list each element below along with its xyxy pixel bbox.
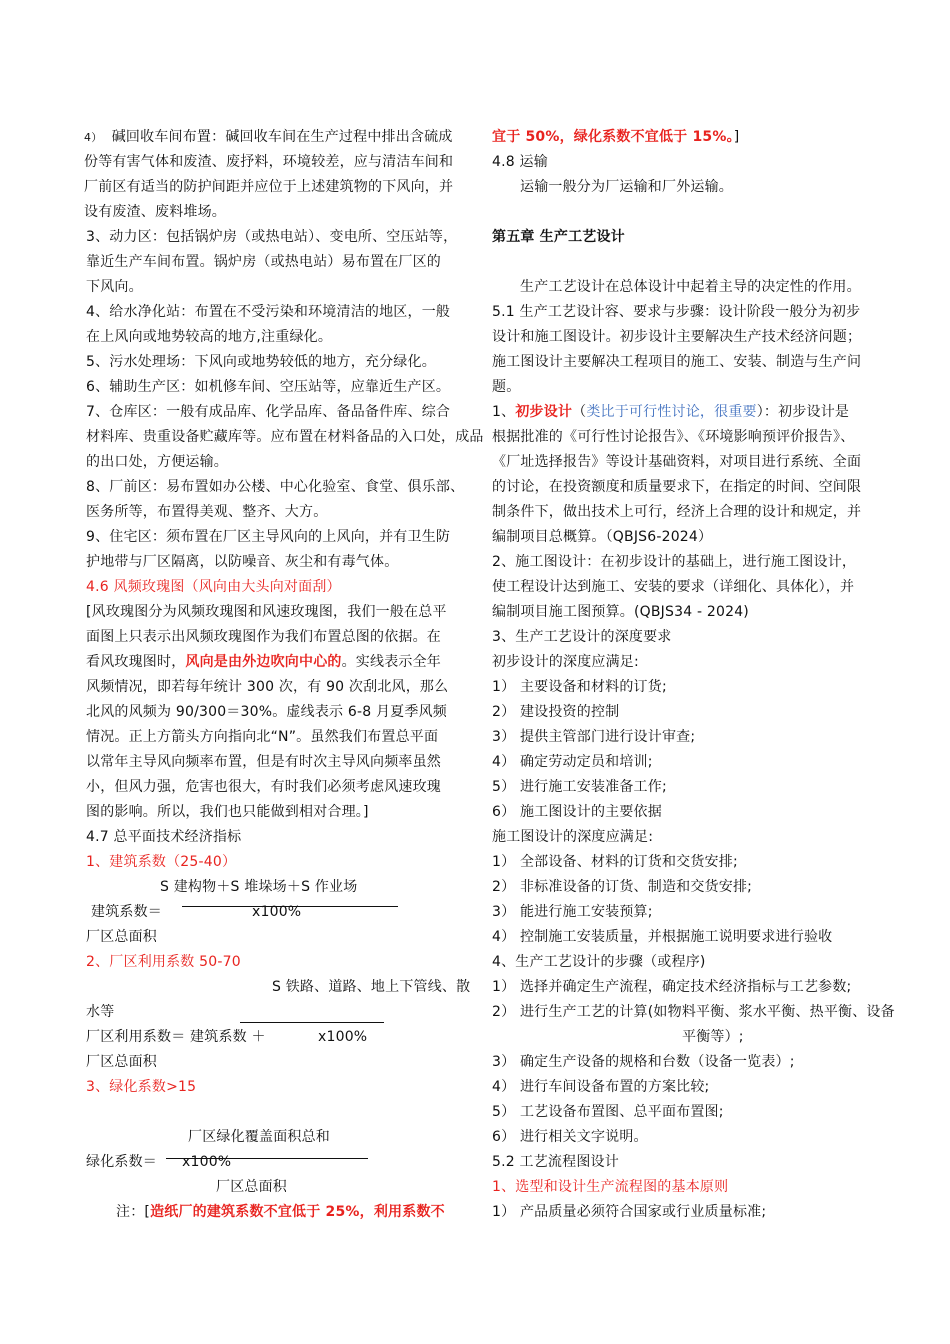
note-line — [116, 1203, 445, 1221]
text-line: 题。 — [492, 379, 521, 395]
formula-numerator: S 建构物＋S 堆垛场＋S 作业场 — [160, 879, 358, 895]
text-line: 生产工艺设计在总体设计中起着主导的决定性的作用。 — [520, 279, 861, 295]
text: 碱回收车间布置：碱回收车间在生产过程中排出含硫成 — [111, 129, 453, 145]
text-line: 下风向。 — [86, 279, 143, 295]
text-line: 的出口处，方便运输。 — [86, 454, 228, 470]
text-line: 风频情况，即若每年统计 300 次，有 90 次刮北风，那么 — [86, 679, 449, 695]
section-heading: 4.6 风频玫瑰图（风向由大头向对面刮） — [86, 579, 341, 595]
text-line: 2、施工图设计：在初步设计的基础上，进行施工图设计， — [492, 554, 857, 570]
subsection-heading: 1、选型和设计生产流程图的基本原则 — [492, 1179, 729, 1195]
para-alkali-recovery — [84, 128, 453, 147]
text-line: 4、生产工艺设计的步骤（或程序) — [492, 954, 706, 970]
list-item: 平衡等）; — [682, 1029, 744, 1045]
list-item: 5） 进行施工安装准备工作; — [492, 779, 667, 795]
formula-title: 1、建筑系数（25-40） — [86, 854, 237, 870]
highlight-text: 初步设计 — [515, 404, 573, 420]
list-item: 2） 进行生产工艺的计算(如物料平衡、浆水平衡、热平衡、设备 — [492, 1004, 895, 1020]
list-heading: 施工图设计的深度应满足: — [492, 829, 654, 845]
text-line: 面图上只表示出风频玫瑰图作为我们布置总图的依据。在 — [86, 629, 441, 645]
text-line: 使工程设计达到施工、安装的要求（详细化、具体化），并 — [492, 579, 855, 595]
text-line: 的讨论，在投资额度和质量要求下，在指定的时间、空间限 — [492, 479, 862, 495]
highlight-text: 类比于可行性讨论，很重要 — [586, 404, 757, 420]
formula-denominator: 厂区总面积 — [216, 1179, 287, 1195]
list-item: 2） 非标准设备的订货、制造和交货安排; — [492, 879, 753, 895]
list-item: 6） 进行相关文字说明。 — [492, 1129, 648, 1145]
text-line: 材料库、贵重设备贮藏库等。应布置在材料备品的入口处，成品 — [86, 429, 484, 445]
text-line: 图的影响。所以，我们也只能做到相对合理。] — [86, 804, 369, 820]
text-line — [86, 653, 441, 671]
text: 注：[ — [116, 1204, 151, 1220]
list-item: 4） 确定劳动定员和培训; — [492, 754, 653, 770]
formula-multiplier: x100% — [318, 1029, 368, 1045]
list-item: 1） 全部设备、材料的订货和交货安排; — [492, 854, 738, 870]
text-line: [风玫瑰图分为风频玫瑰图和风速玫瑰图，我们一般在总平 — [86, 604, 447, 620]
text-line: 3、动力区：包括锅炉房（或热电站）、变电所、空压站等， — [86, 229, 458, 245]
text-line: 5、污水处理场：下风向或地势较低的地方，充分绿化。 — [86, 354, 436, 370]
section-heading: 4.8 运输 — [492, 154, 548, 170]
note-line — [492, 128, 739, 146]
highlight-text: 风向是由外边吹向中心的 — [185, 654, 342, 670]
formula-lhs: 绿化系数＝ — [86, 1154, 157, 1170]
text-line: 6、辅助生产区：如机修车间、空压站等，应靠近生产区。 — [86, 379, 451, 395]
text: 。实线表示全年 — [341, 654, 442, 670]
text-line: 7、仓库区：一般有成品库、化学品库、备品备件库、综合 — [86, 404, 451, 420]
text-line: 以常年主导风向频率布置，但是有时次主导风向频率虽然 — [86, 754, 441, 770]
text-line: 北风的风频为 90/300＝30%。虚线表示 6-8 月夏季风频 — [86, 704, 447, 720]
text-line: 份等有害气体和废渣、废抒料，环境较差，应与清洁车间和 — [84, 154, 454, 170]
formula-numerator: 厂区绿化覆盖面积总和 — [188, 1129, 330, 1145]
formula-lhs: 建筑系数＝ — [91, 904, 162, 920]
text: ）：初步设计是 — [756, 404, 850, 420]
text-line: 3、生产工艺设计的深度要求 — [492, 629, 672, 645]
list-item: 4） 控制施工安装质量，并根据施工说明要求进行验收 — [492, 929, 833, 945]
formula-multiplier: x100% — [252, 904, 302, 920]
formula-denominator: 厂区总面积 — [86, 1054, 157, 1070]
formula-numerator: S 铁路、道路、地上下管线、散 — [272, 979, 471, 995]
list-item: 6） 施工图设计的主要依据 — [492, 804, 662, 820]
text-line: 设有废渣、废料堆场。 — [84, 204, 226, 220]
formula-lhs: 厂区利用系数＝ 建筑系数 ＋ — [86, 1029, 266, 1045]
list-item: 3） 确定生产设备的规格和台数（设备一览表）; — [492, 1054, 795, 1070]
text-line — [492, 403, 849, 421]
text-line: 在上风向或地势较高的地方,注重绿化。 — [86, 329, 333, 345]
text: 1、 — [492, 404, 516, 420]
text-line: 制条件下，做出技术上可行，经济上合理的设计和规定，并 — [492, 504, 862, 520]
text-line: 4、给水净化站：布置在不受污染和环境清洁的地区，一般 — [86, 304, 451, 320]
text: （ — [572, 404, 587, 420]
formula-title: 2、厂区利用系数 50-70 — [86, 954, 241, 970]
text-line: 厂前区有适当的防护间距并应位于上述建筑物的下风向，并 — [84, 179, 454, 195]
text-line: 运输一般分为厂运输和厂外运输。 — [520, 179, 733, 195]
text-line: 9、住宅区：须布置在厂区主导风向的上风向，并有卫生防 — [86, 529, 451, 545]
text-line: 设计和施工图设计。初步设计主要解决生产技术经济问题； — [492, 329, 862, 345]
formula-numerator: 水等 — [86, 1004, 115, 1020]
section-heading: 5.2 工艺流程图设计 — [492, 1154, 619, 1170]
text-line: 施工图设计主要解决工程项目的施工、安装、制造与生产问 — [492, 354, 862, 370]
list-item: 4） 进行车间设备布置的方案比较; — [492, 1079, 710, 1095]
list-item: 3） 能进行施工安装预算; — [492, 904, 653, 920]
list-heading: 初步设计的深度应满足: — [492, 654, 639, 670]
chapter-heading: 第五章 生产工艺设计 — [492, 229, 625, 245]
text-line: 《厂址选择报告》等设计基础资料，对项目进行系统、全面 — [492, 454, 862, 470]
text-line: 8、厂前区：易布置如办公楼、中心化验室、食堂、俱乐部、 — [86, 479, 465, 495]
section-heading: 4.7 总平面技术经济指标 — [86, 829, 242, 845]
text-line: 医务所等，布置得美观、整齐、大方。 — [86, 504, 328, 520]
text-line: 5.1 生产工艺设计容、要求与步骤：设计阶段一般分为初步 — [492, 304, 861, 320]
formula-denominator: 厂区总面积 — [86, 929, 157, 945]
list-item: 1） 产品质量必须符合国家或行业质量标准; — [492, 1204, 767, 1220]
highlight-text: 宜于 50%，绿化系数不宜低于 15%。 — [492, 129, 734, 145]
list-item: 1） 主要设备和材料的订货; — [492, 679, 667, 695]
fraction-line — [240, 1022, 384, 1023]
text: ] — [733, 129, 740, 145]
list-item: 1） 选择并确定生产流程，确定技术经济指标与工艺参数; — [492, 979, 852, 995]
text-line: 情况。正上方箭头方向指向北“N”。虽然我们布置总平面 — [86, 729, 439, 745]
list-item: 3） 提供主管部门进行设计审查; — [492, 729, 696, 745]
formula-multiplier: x100% — [182, 1154, 232, 1170]
item-number: 4） — [84, 131, 103, 144]
text-line: 编制项目总概算。（QBJS6-2024） — [492, 529, 713, 545]
text: 看风玫瑰图时， — [86, 654, 186, 670]
highlight-text: 造纸厂的建筑系数不宜低于 25%，利用系数不 — [150, 1204, 445, 1220]
list-item: 5） 工艺设备布置图、总平面布置图; — [492, 1104, 724, 1120]
text-line: 护地带与厂区隔离，以防噪音、灰尘和有毒气体。 — [86, 554, 399, 570]
text-line: 编制项目施工图预算。(QBJS34 - 2024) — [492, 604, 749, 620]
text-line: 根据批准的《可行性讨论报告》、《环境影响预评价报告》、 — [492, 429, 855, 445]
list-item: 2） 建设投资的控制 — [492, 704, 620, 720]
text-line: 小，但风力强，危害也很大，有时我们必须考虑风速玫瑰 — [86, 779, 441, 795]
formula-title: 3、绿化系数>15 — [86, 1079, 197, 1095]
text-line: 靠近生产车间布置。锅炉房（或热电站）易布置在厂区的 — [86, 254, 441, 270]
